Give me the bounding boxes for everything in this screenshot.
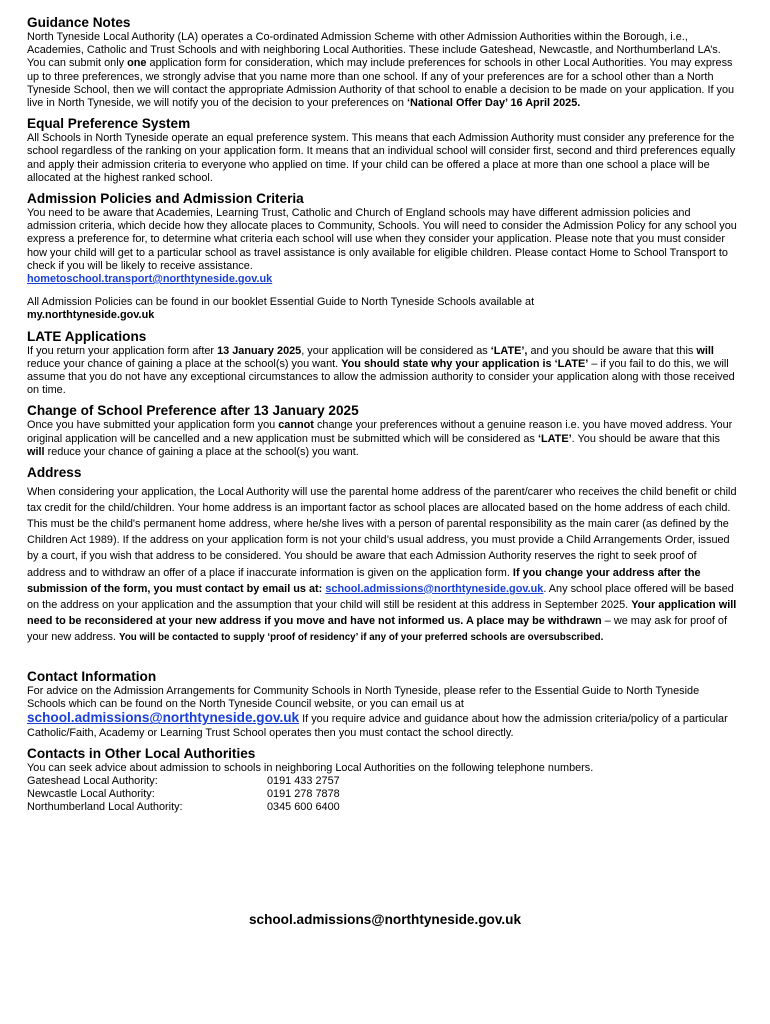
authority-name: Gateshead Local Authority:: [27, 775, 158, 788]
other-authorities-intro: You can seek advice about admission to schools in neighboring Local Authorities on the following telephone numbers.: [27, 761, 594, 774]
contact-email-link[interactable]: school.admissions@northtyneside.gov.uk: [27, 710, 300, 726]
contact-information-text: For advice on the Admission Arrangements for Community Schools in North Tyneside, please refer to the Essential Guide to North Tyneside Schools which can be found on the North Tyneside Council website, or you can email us at school.admissions@northtyneside.gov.uk If you require advice and guidance about how the admission criteria/policy of a particular Catholic/Faith, Academy or Learning Trust School operates then you must contact the school directly.: [27, 685, 728, 739]
authority-row: [27, 788, 737, 801]
authority-name: Northumberland Local Authority:: [27, 801, 183, 814]
footer-email: school.admissions@northtyneside.gov.uk: [248, 912, 522, 927]
address-email-link[interactable]: school.admissions@northtyneside.gov.uk: [325, 582, 544, 595]
other-authorities-section: [27, 745, 737, 815]
website-text: my.northtyneside.gov.uk: [27, 309, 155, 322]
late-applications-heading: LATE Applications: [27, 328, 147, 344]
admission-policies-text: You need to be aware that Academies, Learning Trust, Catholic and Church of England schools may have different admission policies and admission criteria, which decide how they allocate places to Community, Schools. You will need to consider the Admission Policy for any school you express a preference for, to determine what criteria each school will use when they consider your application. Please note that you must consider how your child will get to a particular school as travel assistance is only available for eligible children. Please contact Home to School Transport to check if you will be likely to receive assistance.: [27, 207, 737, 272]
booklet-text: All Admission Policies can be found in our booklet Essential Guide to North Tyneside Schools available at: [27, 296, 535, 309]
address-text: When considering your application, the Local Authority will use the parental home address of the parent/carer who receives the child benefit or child tax credit for the child/children. Your home address is an important factor as school places are allocated based on the home address of each child. This must be the child's permanent home address, where he/she lives with a person of parental responsibility as the main carer (as defined by the Children Act 1989). If the address on your application form is not your child’s usual address, you must provide a Child Arrangements Order, issued by a court, if you wish that address to be considered. You should be aware that each Admission Authority reserves the right to seek proof of address and to withdraw an offer of a place if inaccurate information is given on the application form. If you change your address after the submission of the form, you must contact by email us at: school.admissions@northtyneside.gov.uk. Any school place offered will be based on the address on your application and the assumption that your child will still be resident at this address in September 2025. Your application will need to be reconsidered at your new address if you move and have not informed us. A place may be withdrawn – we may ask for proof of your new address. You will be contacted to supply ‘proof of residency’ if any of your preferred schools are oversubscribed.: [27, 486, 737, 643]
authority-name: Newcastle Local Authority:: [27, 788, 155, 801]
authority-row: [27, 801, 737, 814]
authority-phone-list: [27, 775, 737, 815]
authority-row: [27, 775, 737, 788]
guidance-heading: Guidance Notes: [27, 15, 131, 30]
address-heading: Address: [27, 465, 82, 481]
equal-preference-text: All Schools in North Tyneside operate an equal preference system. This means that each Admission Authority must consider any preference for the school regardless of the ranking on your application form. It means that an individual school will consider first, second and third preferences equally and apply their admission criteria to everyone who applied on time. If your child can be offered a place at more than one school a place will be allocated at the highest ranked school.: [27, 132, 736, 184]
authority-phone: 0191 433 2757: [267, 775, 340, 788]
document-page: [27, 14, 737, 815]
late-applications-section: [27, 328, 737, 398]
guidance-section: [27, 14, 737, 110]
admission-policies-heading: Admission Policies and Admission Criteria: [27, 191, 304, 207]
equal-preference-section: [27, 115, 737, 185]
contact-information-heading: Contact Information: [27, 669, 157, 685]
equal-preference-heading: Equal Preference System: [27, 116, 191, 132]
late-applications-text: If you return your application form after 13 January 2025, your application will be considered as ‘LATE’, and you should be aware that this will reduce your chance of gaining a place at the school(s) you want. You should state why your application is ‘LATE’ – if you fail to do this, we will assume that you do not have any exceptional circumstances to allow the admission authority to consider your application along with those received on time.: [27, 344, 735, 397]
change-preference-heading: Change of School Preference after 13 January 2025: [27, 403, 359, 419]
authority-phone: 0191 278 7878: [267, 788, 340, 801]
change-preference-section: [27, 402, 737, 459]
admission-policies-section: [27, 190, 737, 323]
transport-email-link[interactable]: hometoschool.transport@northtyneside.gov.uk: [27, 273, 273, 286]
change-preference-text: Once you have submitted your application form you cannot change your preferences without a genuine reason i.e. you have moved address. Your original application will be cancelled and a new application must be submitted which will be considered as ‘LATE’. You should be aware that this will reduce your chance of gaining a place at the school(s) you want.: [27, 419, 733, 458]
authority-phone: 0345 600 6400: [267, 801, 340, 814]
other-authorities-heading: Contacts in Other Local Authorities: [27, 745, 256, 761]
contact-information-section: [27, 668, 737, 740]
address-section: [27, 464, 737, 646]
guidance-text: North Tyneside Local Authority (LA) operates a Co-ordinated Admission Scheme with other Admission Authorities within the Borough, i.e., Academies, Catholic and Trust Schools and with neighboring Local Authorities. These include Gateshead, Newcastle, and Northumberland LA’s. You can submit only one application form for consideration, which may include preferences for schools in other Local Authorities. You may express up to three preferences, we strongly advise that you name more than one school. If any of your preferences are for a school other than a North Tyneside School, then we will contact the appropriate Admission Authority of that school to enable a decision to be made on your application. If you live in North Tyneside, we will notify you of the decision to your preferences on ‘National Offer Day’ 16 April 2025.: [27, 31, 735, 110]
